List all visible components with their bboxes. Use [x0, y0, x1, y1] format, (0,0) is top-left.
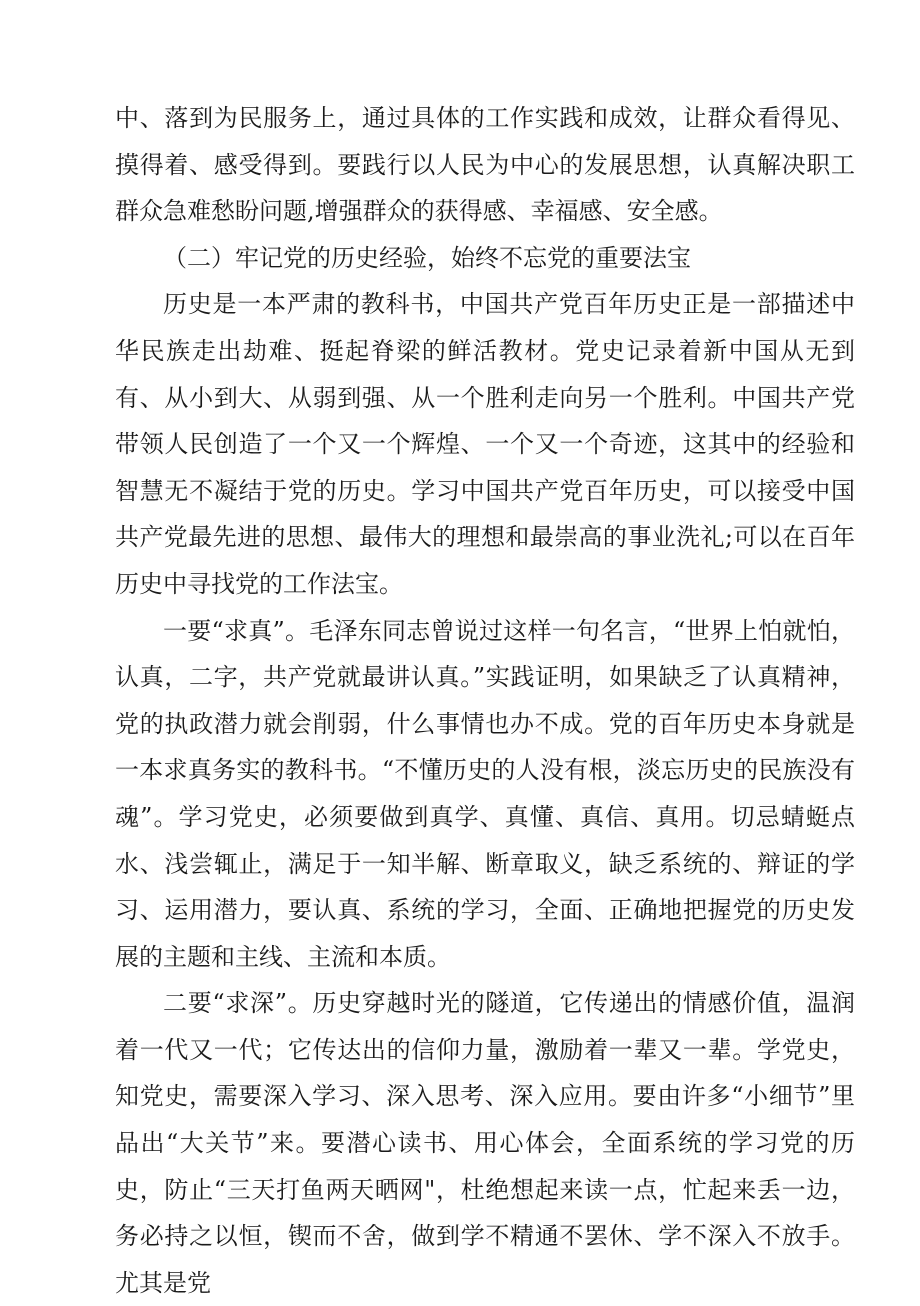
paragraph-continuation: 中、落到为民服务上，通过具体的工作实践和成效，让群众看得见、摸得着、感受得到。要践行以人民为中心的发展思想，认真解决职工群众急难愁盼问题,增强群众的获得感、幸福感、安全感。: [115, 104, 855, 226]
section-heading: （二）牢记党的历史经验，始终不忘党的重要法宝: [163, 243, 691, 272]
paragraph-history-textbook: 历史是一本严肃的教科书，中国共产党百年历史正是一部描述中华民族走出劫难、挺起脊梁的鲜活教材。党史记录着新中国从无到有、从小到大、从弱到强、从一个胜利走向另一个胜利。中国共产党带领人民创造了一个又一个辉煌、一个又一个奇迹，这其中的经验和智慧无不凝结于党的历史。学习中国共产党百年历史，可以接受中国共产党最先进的思想、最伟大的理想和最崇高的事业洗礼;可以在百年历史中寻找党的工作法宝。: [115, 290, 855, 598]
document-body: [115, 95, 855, 1306]
paragraph-seek-truth: 一要“求真”。毛泽东同志曾说过这样一句名言，“世界上怕就怕，认真，二字，共产党就最讲认真。”实践证明，如果缺乏了认真精神，党的执政潜力就会削弱，什么事情也办不成。党的百年历史本身就是一本求真务实的教科书。“不懂历史的人没有根，淡忘历史的民族没有魂”。学习党史，必须要做到真学、真懂、真信、真用。切忌蜻蜓点水、浅尝辄止，满足于一知半解、断章取义，缺乏系统的、辩证的学习、运用潜力，要认真、系统的学习，全面、正确地把握党的历史发展的主题和主线、主流和本质。: [115, 616, 855, 971]
paragraph-seek-depth: 二要“求深”。历史穿越时光的隧道，它传递出的情感价值，温润着一代又一代；它传达出的信仰力量，激励着一辈又一辈。学党史，知党史，需要深入学习、深入思考、深入应用。要由许多“小细节”里品出“大关节”来。要潜心读书、用心体会，全面系统的学习党的历史，防止“三天打鱼两天晒网"，杜绝想起来读一点，忙起来丢一边，务必持之以恒，锲而不舍，做到学不精通不罢休、学不深入不放手。尤其是党: [115, 989, 855, 1297]
